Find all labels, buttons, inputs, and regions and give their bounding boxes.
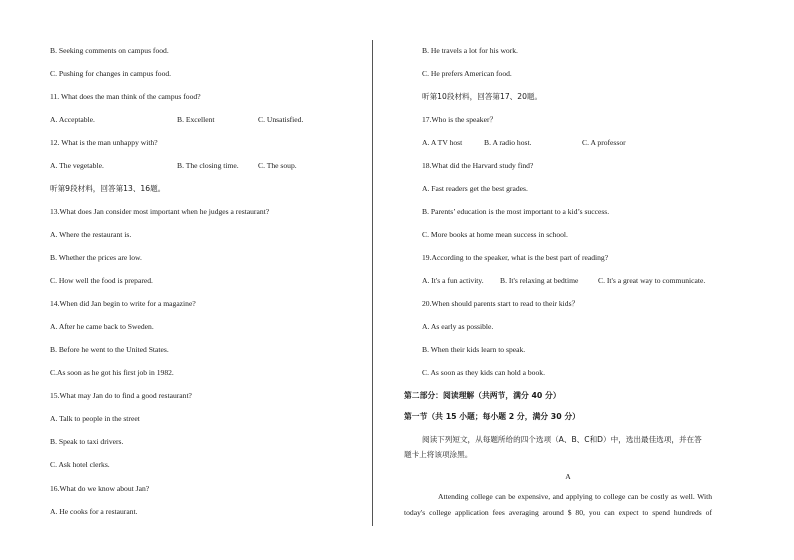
passage-label: A: [565, 472, 571, 481]
option-c: C. The soup.: [258, 161, 297, 170]
option-b: B. The closing time.: [177, 161, 239, 170]
question-16: 16.What do we know about Jan?: [50, 484, 150, 493]
option-line: B. Seeking comments on campus food.: [50, 46, 169, 55]
option-c: C. More books at home mean success in school.: [422, 230, 568, 239]
question-17-options: [422, 138, 714, 148]
option-b: B. Excellent: [177, 115, 215, 124]
option-a: A. The vegetable.: [50, 161, 104, 170]
passage-line-1: [420, 492, 712, 502]
question-15: 15.What may Jan do to find a good restaurant?: [50, 391, 192, 400]
part-2-heading: 第二部分：阅读理解（共两节，满分 40 分）: [404, 391, 561, 400]
question-11-options: [50, 115, 368, 125]
question-20: 20.When should parents start to read to their kids？: [422, 299, 580, 308]
option-a: A. He cooks for a restaurant.: [50, 507, 138, 516]
option-c: C.As soon as he got his first job in 1982.: [50, 368, 174, 377]
option-b: B. Before he went to the United States.: [50, 345, 169, 354]
question-14: 14.When did Jan begin to write for a magazine?: [50, 299, 196, 308]
option-c: C. It's a great way to communicate.: [598, 276, 706, 285]
option-c: C. As soon as they kids can hold a book.: [422, 368, 545, 377]
question-12-options: [50, 161, 368, 171]
option-a: A. A TV host: [422, 138, 463, 147]
option-c: C. Unsatisfied.: [258, 115, 304, 124]
option-a: A. Fast readers get the best grades.: [422, 184, 528, 193]
option-b: B. It's relaxing at bedtime: [500, 276, 579, 285]
option-a: A. Acceptable.: [50, 115, 95, 124]
question-11: 11. What does the man think of the campus food?: [50, 92, 201, 101]
question-19-options: [422, 276, 714, 286]
question-19: 19.According to the speaker, what is the best part of reading?: [422, 253, 609, 262]
option-b: B. Whether the prices are low.: [50, 253, 142, 262]
question-17: 17.Who is the speaker？: [422, 115, 498, 124]
question-18: 18.What did the Harvard study find?: [422, 161, 534, 170]
option-b: B. When their kids learn to speak.: [422, 345, 526, 354]
option-line: C. He prefers American food.: [422, 69, 512, 78]
option-c: C. A professor: [582, 138, 626, 147]
option-line: B. He travels a lot for his work.: [422, 46, 518, 55]
option-line: C. Pushing for changes in campus food.: [50, 69, 172, 78]
section-9-heading: 听第9段材料，回答第13、16题。: [50, 184, 166, 193]
column-divider: [372, 40, 373, 526]
option-c: C. How well the food is prepared.: [50, 276, 153, 285]
passage-text: Attending college can be expensive, and applying to college can be costly as well. With: [438, 492, 712, 501]
passage-line-2: today's college application fees averaging around $ 80, you can expect to spend hundreds of: [404, 508, 712, 517]
question-12: 12. What is the man unhappy with?: [50, 138, 158, 147]
option-a: A. Talk to people in the street: [50, 414, 140, 423]
option-c: C. Ask hotel clerks.: [50, 460, 110, 469]
instructions-line-2: 题卡上将该项涂黑。: [404, 450, 473, 459]
option-b: B. Parents’ education is the most important to a kid’s success.: [422, 207, 610, 216]
option-b: B. Speak to taxi drivers.: [50, 437, 124, 446]
option-b: B. A radio host.: [484, 138, 532, 147]
option-a: A. It's a fun activity.: [422, 276, 484, 285]
section-1-heading: 第一节（共 15 小题；每小题 2 分，满分 30 分）: [404, 412, 580, 421]
option-a: A. As early as possible.: [422, 322, 494, 331]
question-13: 13.What does Jan consider most important when he judges a restaurant?: [50, 207, 270, 216]
instructions-line-1: 阅读下列短文，从每题所给的四个选项（A、B、C和D）中，选出最佳选项，并在答: [422, 435, 702, 444]
option-a: A. Where the restaurant is.: [50, 230, 132, 239]
section-10-heading: 听第10段材料，回答第17、20题。: [422, 92, 543, 101]
option-a: A. After he came back to Sweden.: [50, 322, 154, 331]
